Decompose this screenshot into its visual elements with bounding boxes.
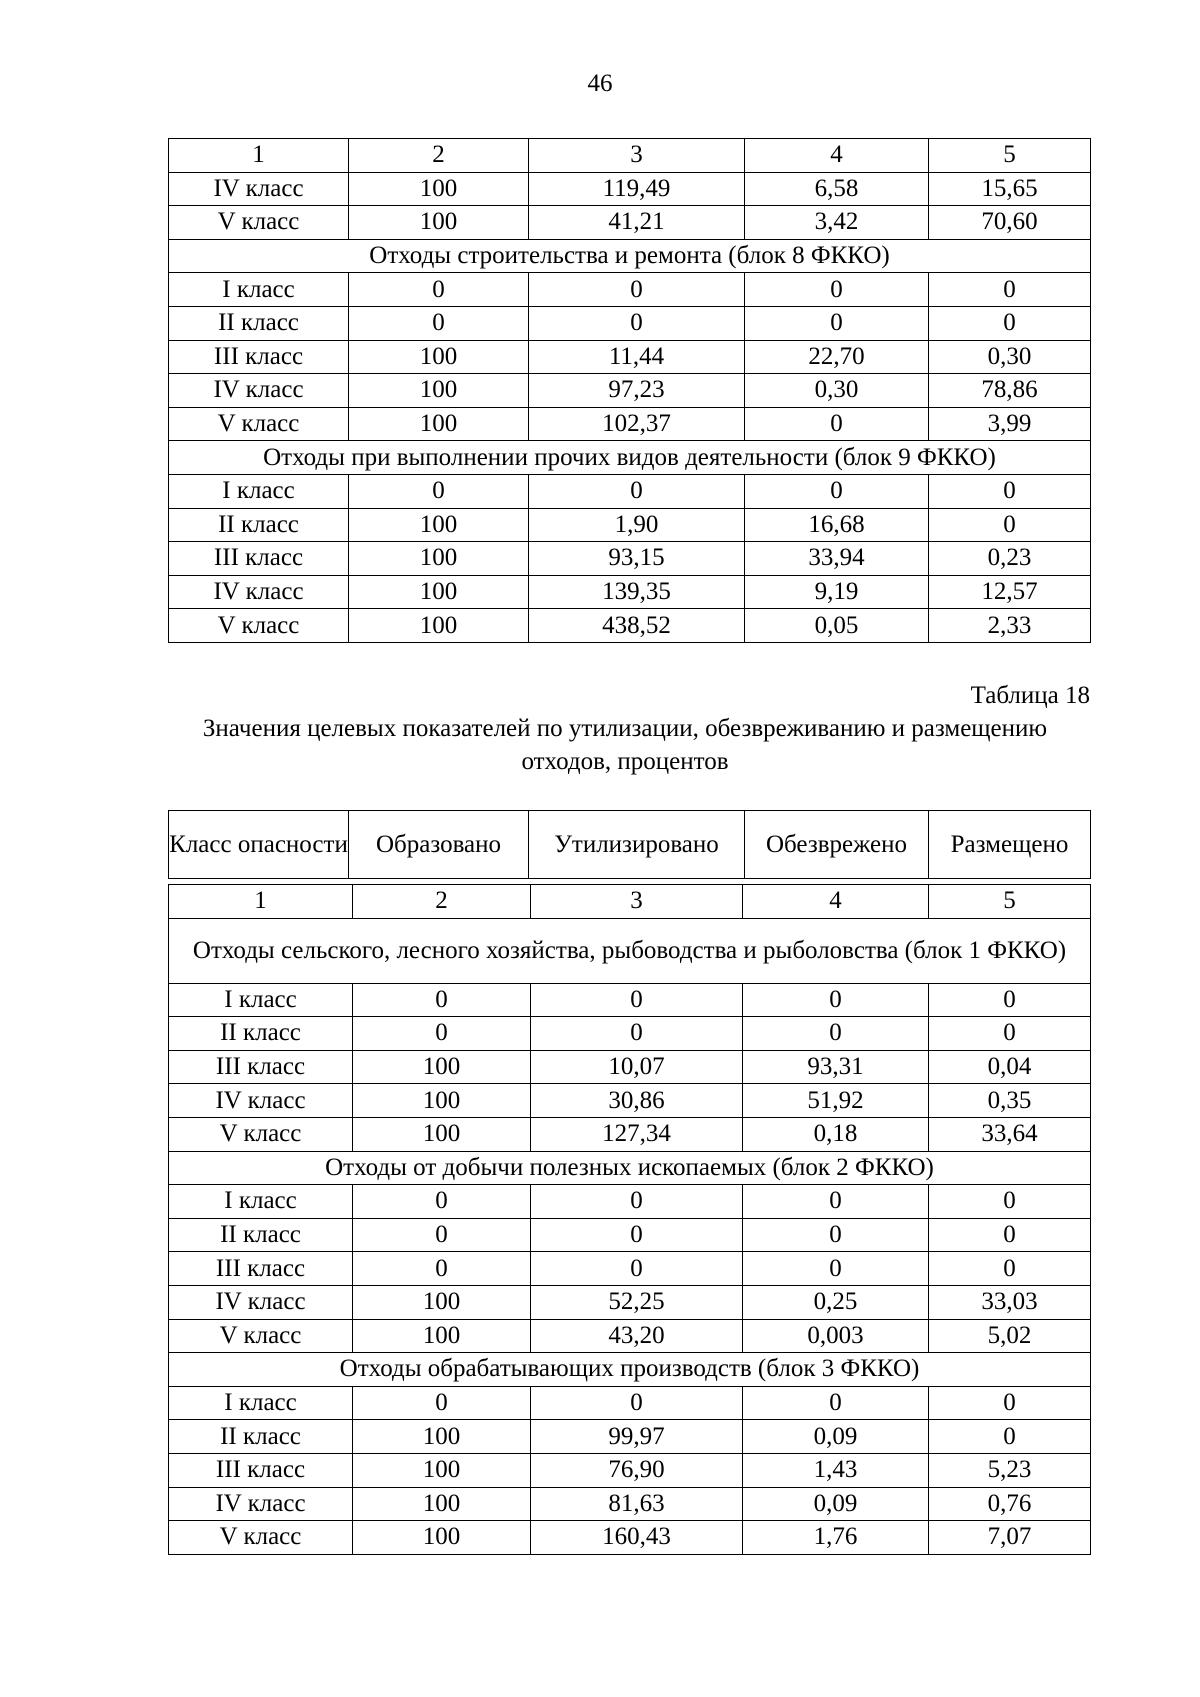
hazard-class-cell: V класс (169, 1117, 353, 1151)
page-number: 46 (587, 70, 613, 97)
value-cell: 100 (353, 1521, 531, 1555)
value-cell: 100 (349, 407, 529, 441)
section-row (169, 1353, 1091, 1387)
value-cell: 99,97 (531, 1420, 743, 1454)
value-cell: 43,20 (531, 1319, 743, 1353)
value-cell: 0,76 (929, 1487, 1091, 1521)
value-cell: 0 (743, 1218, 929, 1252)
value-cell: 0 (529, 306, 745, 340)
table-row (169, 407, 1091, 441)
value-cell: 0 (531, 1218, 743, 1252)
table18-body (168, 884, 1091, 1555)
section-row (169, 441, 1091, 475)
section-title: Отходы при выполнении прочих видов деятельности (блок 9 ФККО) (169, 441, 1091, 475)
value-cell: 9,19 (745, 575, 929, 609)
column-number-cell: 2 (349, 139, 529, 173)
value-cell: 0 (929, 508, 1091, 542)
value-cell: 70,60 (929, 206, 1091, 240)
column-number-row (169, 885, 1091, 919)
hazard-class-cell: I класс (169, 1185, 353, 1219)
value-cell: 100 (349, 206, 529, 240)
section-row (169, 918, 1091, 983)
hazard-class-cell: III класс (169, 1252, 353, 1286)
value-cell: 438,52 (529, 609, 745, 643)
value-cell: 0 (353, 983, 531, 1017)
hazard-class-cell: III класс (169, 542, 349, 576)
value-cell: 100 (349, 609, 529, 643)
value-cell: 1,90 (529, 508, 745, 542)
value-cell: 100 (353, 1420, 531, 1454)
value-cell: 0 (929, 1252, 1091, 1286)
value-cell: 0 (929, 1017, 1091, 1051)
table-row (169, 575, 1091, 609)
table-row (169, 306, 1091, 340)
hazard-class-cell: IV класс (169, 575, 349, 609)
table-row (169, 273, 1091, 307)
value-cell: 100 (353, 1487, 531, 1521)
value-cell: 100 (353, 1084, 531, 1118)
hazard-class-cell: IV класс (169, 1487, 353, 1521)
header-cell: Утилизировано (529, 811, 745, 879)
table-row (169, 1386, 1091, 1420)
hazard-class-cell: IV класс (169, 1084, 353, 1118)
hazard-class-cell: II класс (169, 1017, 353, 1051)
table-row (169, 983, 1091, 1017)
table-title: Значения целевых показателей по утилизации, обезвреживанию и размещению отходов, процентов (202, 715, 1048, 775)
value-cell: 0 (929, 1185, 1091, 1219)
value-cell: 0 (743, 983, 929, 1017)
hazard-class-cell: I класс (169, 1386, 353, 1420)
table-row (169, 1218, 1091, 1252)
column-number-cell: 2 (353, 885, 531, 919)
value-cell: 139,35 (529, 575, 745, 609)
header-cell: Размещено (929, 811, 1091, 879)
value-cell: 11,44 (529, 340, 745, 374)
value-cell: 100 (353, 1117, 531, 1151)
hazard-class-cell: II класс (169, 508, 349, 542)
column-number-cell: 3 (531, 885, 743, 919)
value-cell: 0 (531, 983, 743, 1017)
table-row (169, 1050, 1091, 1084)
value-cell: 0 (929, 273, 1091, 307)
value-cell: 15,65 (929, 172, 1091, 206)
value-cell: 0 (349, 273, 529, 307)
table-row (169, 1084, 1091, 1118)
value-cell: 0 (929, 1218, 1091, 1252)
value-cell: 33,94 (745, 542, 929, 576)
hazard-class-cell: III класс (169, 1453, 353, 1487)
table-row (169, 1285, 1091, 1319)
value-cell: 0 (745, 273, 929, 307)
value-cell: 93,31 (743, 1050, 929, 1084)
value-cell: 100 (349, 340, 529, 374)
value-cell: 0,23 (929, 542, 1091, 576)
table-row (169, 1117, 1091, 1151)
value-cell: 52,25 (531, 1285, 743, 1319)
header-cell: Обезврежено (745, 811, 929, 879)
value-cell: 0 (743, 1386, 929, 1420)
value-cell: 78,86 (929, 374, 1091, 408)
section-title: Отходы сельского, лесного хозяйства, рыбоводства и рыболовства (блок 1 ФККО) (169, 918, 1091, 983)
value-cell: 16,68 (745, 508, 929, 542)
hazard-class-cell: I класс (169, 474, 349, 508)
value-cell: 93,15 (529, 542, 745, 576)
hazard-class-cell: I класс (169, 983, 353, 1017)
table-row (169, 609, 1091, 643)
value-cell: 0 (929, 474, 1091, 508)
hazard-class-cell: V класс (169, 407, 349, 441)
table-row (169, 1185, 1091, 1219)
value-cell: 0 (531, 1252, 743, 1286)
value-cell: 0,30 (745, 374, 929, 408)
section-row (169, 1151, 1091, 1185)
value-cell: 0 (529, 474, 745, 508)
continuation-table (168, 138, 1091, 643)
value-cell: 33,03 (929, 1285, 1091, 1319)
hazard-class-cell: V класс (169, 206, 349, 240)
value-cell: 3,99 (929, 407, 1091, 441)
hazard-class-cell: V класс (169, 609, 349, 643)
table-row (169, 1453, 1091, 1487)
value-cell: 0 (929, 983, 1091, 1017)
value-cell: 0 (349, 474, 529, 508)
hazard-class-cell: IV класс (169, 172, 349, 206)
hazard-class-cell: II класс (169, 1218, 353, 1252)
value-cell: 0,25 (743, 1285, 929, 1319)
value-cell: 0 (743, 1252, 929, 1286)
value-cell: 102,37 (529, 407, 745, 441)
column-number-cell: 1 (169, 139, 349, 173)
table-row (169, 474, 1091, 508)
value-cell: 12,57 (929, 575, 1091, 609)
value-cell: 0,05 (745, 609, 929, 643)
hazard-class-cell: III класс (169, 1050, 353, 1084)
column-number-row (169, 139, 1091, 173)
value-cell: 0 (531, 1017, 743, 1051)
value-cell: 0 (353, 1017, 531, 1051)
value-cell: 100 (349, 542, 529, 576)
value-cell: 0 (531, 1185, 743, 1219)
value-cell: 0 (353, 1386, 531, 1420)
hazard-class-cell: II класс (169, 306, 349, 340)
value-cell: 1,76 (743, 1521, 929, 1555)
value-cell: 0 (929, 306, 1091, 340)
value-cell: 2,33 (929, 609, 1091, 643)
section-title: Отходы от добычи полезных ископаемых (блок 2 ФККО) (169, 1151, 1091, 1185)
table-row (169, 1420, 1091, 1454)
value-cell: 0,18 (743, 1117, 929, 1151)
section-title: Отходы обрабатывающих производств (блок 3 ФККО) (169, 1353, 1091, 1387)
value-cell: 0 (745, 407, 929, 441)
table-row (169, 1319, 1091, 1353)
section-title: Отходы строительства и ремонта (блок 8 ФККО) (169, 239, 1091, 273)
value-cell: 100 (353, 1050, 531, 1084)
table-row (169, 206, 1091, 240)
value-cell: 0,30 (929, 340, 1091, 374)
value-cell: 0,09 (743, 1420, 929, 1454)
value-cell: 0 (353, 1252, 531, 1286)
hazard-class-cell: III класс (169, 340, 349, 374)
value-cell: 0,35 (929, 1084, 1091, 1118)
value-cell: 100 (349, 508, 529, 542)
value-cell: 10,07 (531, 1050, 743, 1084)
table-row (169, 542, 1091, 576)
value-cell: 119,49 (529, 172, 745, 206)
hazard-class-cell: V класс (169, 1319, 353, 1353)
hazard-class-cell: IV класс (169, 1285, 353, 1319)
value-cell: 100 (349, 575, 529, 609)
value-cell: 100 (353, 1453, 531, 1487)
value-cell: 100 (349, 374, 529, 408)
value-cell: 0 (929, 1420, 1091, 1454)
hazard-class-cell: II класс (169, 1420, 353, 1454)
column-number-cell: 5 (929, 139, 1091, 173)
value-cell: 51,92 (743, 1084, 929, 1118)
header-cell: Образовано (349, 811, 529, 879)
value-cell: 0,04 (929, 1050, 1091, 1084)
value-cell: 22,70 (745, 340, 929, 374)
value-cell: 100 (349, 172, 529, 206)
value-cell: 97,23 (529, 374, 745, 408)
value-cell: 0 (349, 306, 529, 340)
value-cell: 0 (745, 306, 929, 340)
value-cell: 100 (353, 1319, 531, 1353)
value-cell: 1,43 (743, 1453, 929, 1487)
value-cell: 100 (353, 1285, 531, 1319)
value-cell: 7,07 (929, 1521, 1091, 1555)
column-number-cell: 5 (929, 885, 1091, 919)
value-cell: 0 (353, 1185, 531, 1219)
value-cell: 0 (745, 474, 929, 508)
table-row (169, 172, 1091, 206)
value-cell: 6,58 (745, 172, 929, 206)
header-cell: Класс опасности (169, 811, 349, 879)
table-row (169, 340, 1091, 374)
value-cell: 127,34 (531, 1117, 743, 1151)
column-number-cell: 4 (743, 885, 929, 919)
column-number-cell: 4 (745, 139, 929, 173)
hazard-class-cell: V класс (169, 1521, 353, 1555)
value-cell: 0,003 (743, 1319, 929, 1353)
value-cell: 41,21 (529, 206, 745, 240)
column-number-cell: 1 (169, 885, 353, 919)
table-row (169, 1252, 1091, 1286)
table-number: Таблица 18 (970, 682, 1090, 709)
table-row (169, 1487, 1091, 1521)
hazard-class-cell: IV класс (169, 374, 349, 408)
value-cell: 5,02 (929, 1319, 1091, 1353)
value-cell: 5,23 (929, 1453, 1091, 1487)
value-cell: 0 (353, 1218, 531, 1252)
table18-header (168, 810, 1091, 879)
value-cell: 0 (529, 273, 745, 307)
table-row (169, 508, 1091, 542)
table-row (169, 374, 1091, 408)
value-cell: 0 (743, 1017, 929, 1051)
value-cell: 0 (929, 1386, 1091, 1420)
value-cell: 30,86 (531, 1084, 743, 1118)
column-number-cell: 3 (529, 139, 745, 173)
hazard-class-cell: I класс (169, 273, 349, 307)
value-cell: 33,64 (929, 1117, 1091, 1151)
table-row (169, 1521, 1091, 1555)
value-cell: 81,63 (531, 1487, 743, 1521)
table-row (169, 1017, 1091, 1051)
value-cell: 0 (743, 1185, 929, 1219)
value-cell: 0 (531, 1386, 743, 1420)
header-row (169, 811, 1091, 879)
value-cell: 160,43 (531, 1521, 743, 1555)
value-cell: 76,90 (531, 1453, 743, 1487)
value-cell: 0,09 (743, 1487, 929, 1521)
section-row (169, 239, 1091, 273)
value-cell: 3,42 (745, 206, 929, 240)
